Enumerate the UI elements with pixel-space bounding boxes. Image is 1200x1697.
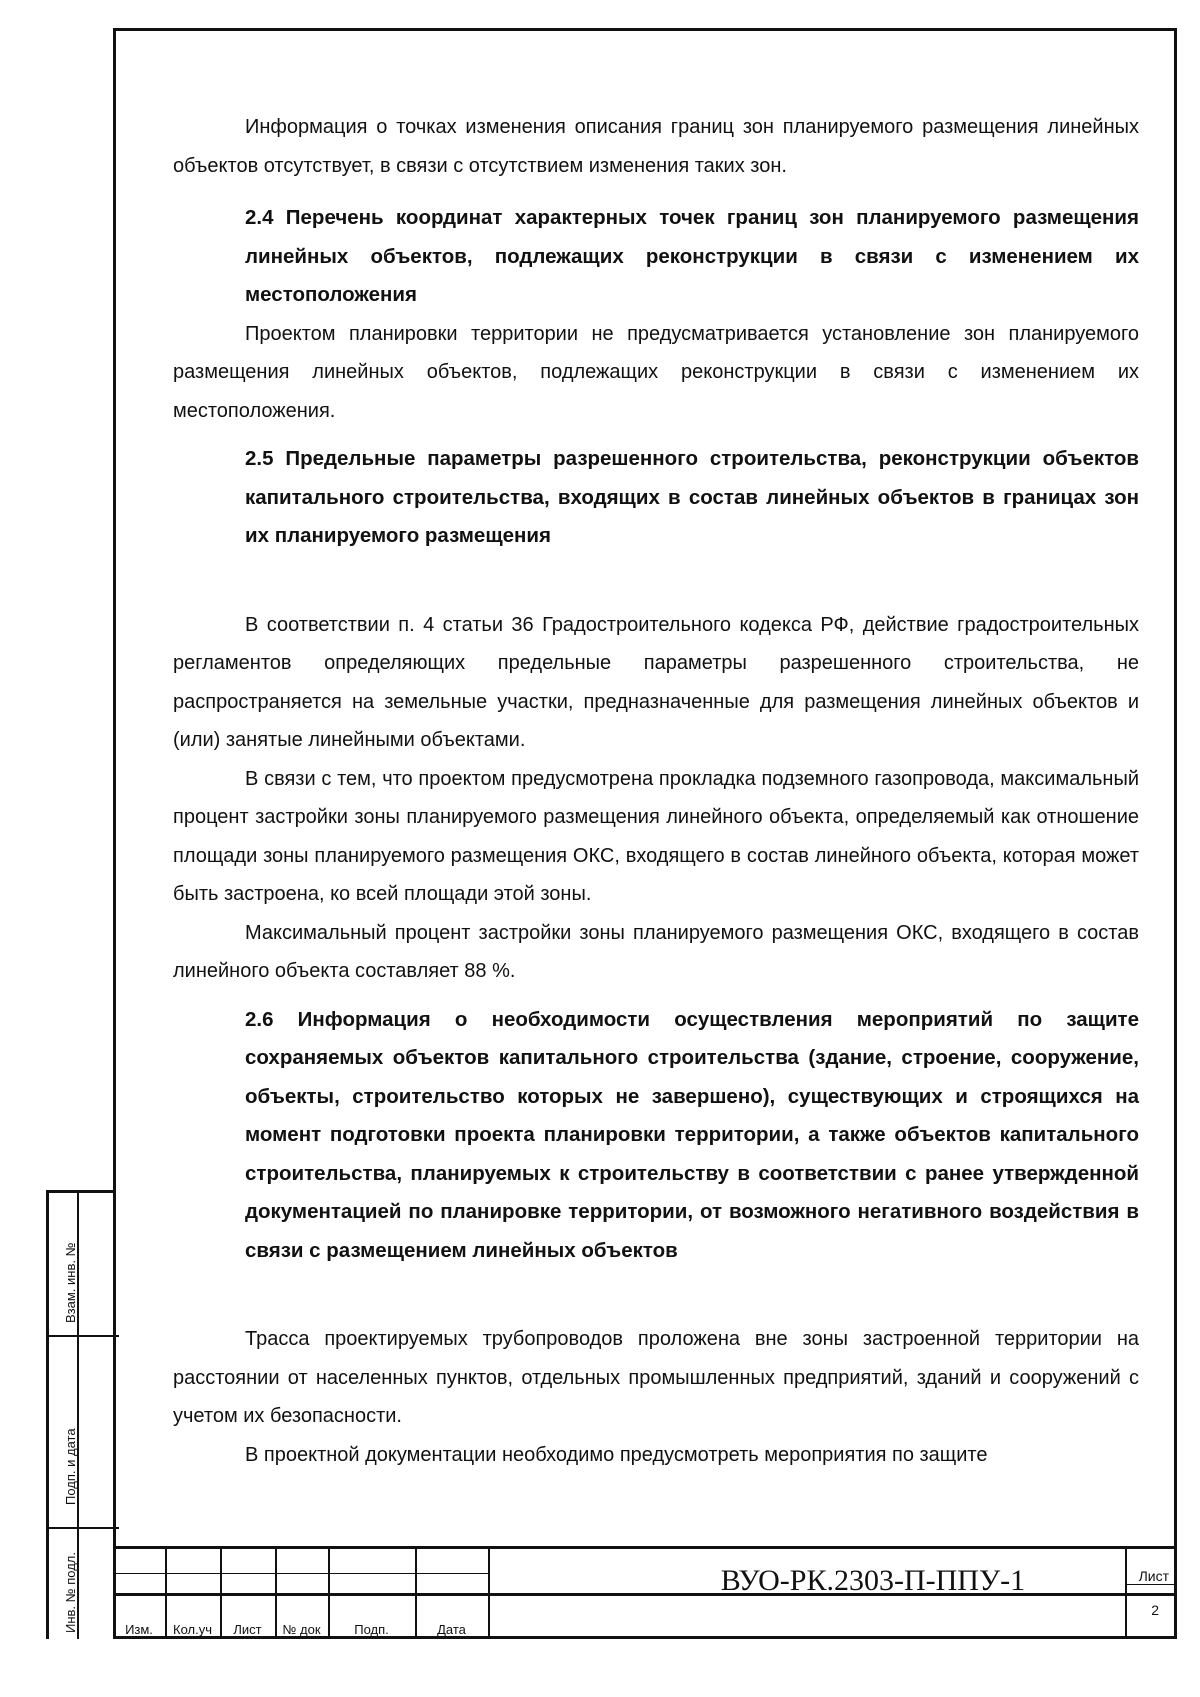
paragraph: Проектом планировки территории не предусматривается установление зон планируемого размещения линейных объектов, подлежащих реконструкции в связи с изменением их местоположения. bbox=[173, 322, 1139, 422]
col-doc-number: № док bbox=[282, 1622, 321, 1637]
paragraph: В связи с тем, что проектом предусмотрена прокладка подземного газопровода, максимальный процент застройки зоны планируемого размещения линейного объекта, определяемый как отношение площади зоны планируемого размещения ОКС, входящего в состав линейного объекта, которая может быть застроена, ко всей площади этой зоны. bbox=[173, 767, 1139, 905]
col-podp: Подп. bbox=[354, 1622, 389, 1637]
side-stamp: Взам. инв. № Подп. и дата Инв. № подл. bbox=[46, 1190, 116, 1639]
paragraph: В проектной документации необходимо предусмотреть мероприятия по защите bbox=[245, 1443, 988, 1466]
section-heading-2-6: 2.6 Информация о необходимости осуществления мероприятий по защите сохраняемых объектов капитального строительства (здание, строение, сооружение, объекты, строительство которых не завершено), существующих и строящихся на момент подготовки проекта планировки территории, а также объектов капитального строительства, планируемых к строительству в соответствии с ранее утвержденной документацией по планировке территории, от возможного негативного воздействия в связи с размещением линейных объектов bbox=[245, 1007, 1139, 1262]
sheet-number: 2 bbox=[1151, 1602, 1159, 1618]
side-stamp-row-divider bbox=[49, 1527, 119, 1529]
col-izm: Изм. bbox=[125, 1622, 153, 1637]
col-kol-uch: Кол.уч bbox=[173, 1622, 212, 1637]
col-list: Лист bbox=[233, 1622, 262, 1637]
title-block-row bbox=[113, 1573, 488, 1574]
title-block-top-full bbox=[113, 1546, 1177, 1549]
section-heading-2-5: 2.5 Предельные параметры разрешенного строительства, реконструкции объектов капитального строительства, входящих в состав линейных объектов в границах зон их планируемого размещения bbox=[245, 447, 1139, 547]
col-divider bbox=[488, 1546, 490, 1639]
section-heading-2-4: 2.4 Перечень координат характерных точек границ зон планируемого размещения линейных объектов, подлежащих реконструкции в связи с изменением их местоположения bbox=[245, 206, 1139, 306]
paragraph: В соответствии п. 4 статьи 36 Градостроительного кодекса РФ, действие градостроительных регламентов определяющих предельные параметры разрешенного строительства, не распространяется на земельные участки, предназначенные для размещения линейных объектов и (или) занятые линейными объектами. bbox=[173, 613, 1139, 751]
paragraph: Максимальный процент застройки зоны планируемого размещения ОКС, входящего в состав линейного объекта составляет 88 %. bbox=[173, 921, 1139, 982]
paragraph: Информация о точках изменения описания границ зон планируемого размещения линейных объектов отсутствует, в связи с отсутствием изменения таких зон. bbox=[173, 116, 1139, 177]
document-code: ВУО-РК.2303-П-ППУ-1 bbox=[720, 1564, 1026, 1597]
paragraph: Трасса проектируемых трубопроводов проложена вне зоны застроенной территории на расстоянии от населенных пунктов, отдельных промышленных предприятий, зданий и сооружений с учетом их безопасности. bbox=[173, 1328, 1139, 1427]
col-data: Дата bbox=[437, 1622, 466, 1637]
side-stamp-row-divider bbox=[49, 1335, 119, 1337]
sheet-label: Лист bbox=[1138, 1568, 1169, 1584]
document-body bbox=[173, 108, 1139, 1474]
title-block bbox=[113, 1564, 1177, 1639]
